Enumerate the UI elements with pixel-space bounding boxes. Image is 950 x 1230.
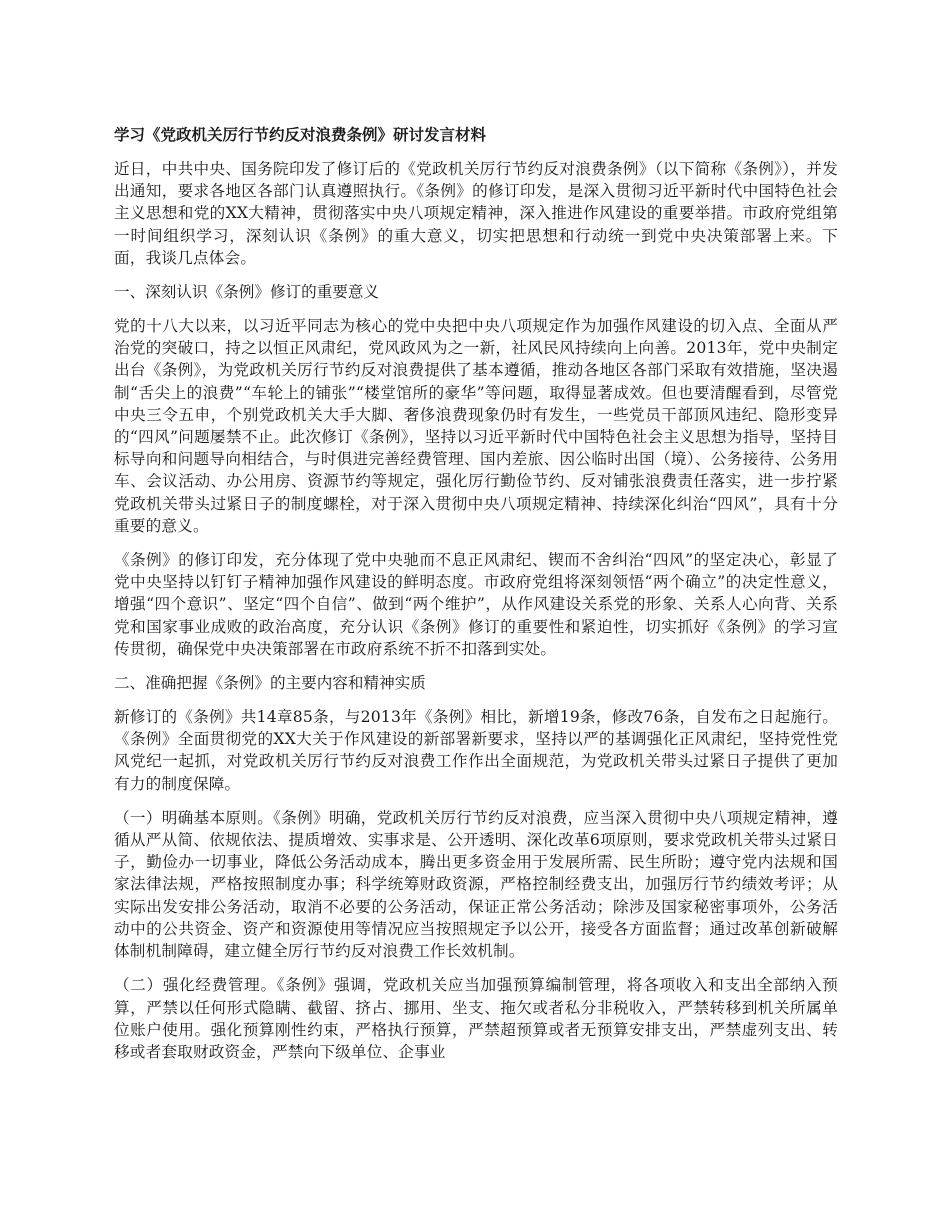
section-heading-1: 一、深刻认识《条例》修订的重要意义 [114,283,380,302]
document-title: 学习《党政机关厉行节约反对浪费条例》研讨发言材料 [114,126,487,144]
body-paragraph: （二）强化经费管理。《条例》强调，党政机关应当加强预算编制管理，将各项收入和支出全部纳入预算，严禁以任何形式隐瞒、截留、挤占、挪用、坐支、拖欠或者私分非税收入，严禁转移到机关所属单位账户使用。强化预算刚性约束，严格执行预算，严禁超预算或者无预算安排支出，严禁虚列支出、转移或者套取财政资金，严禁向下级单位、企事业 [114,976,838,1061]
body-paragraph: 党的十八大以来，以习近平同志为核心的党中央把中央八项规定作为加强作风建设的切入点、全面从严治党的突破口，持之以恒正风肃纪，党风政风为之一新，社风民风持续向上向善。2013年，党中央制定出台《条例》，为党政机关厉行节约反对浪费提供了基本遵循，推动各地区各部门采取有效措施，坚决遏制“舌尖上的浪费”“车轮上的铺张”“楼堂馆所的豪华”等问题，取得显著成效。但也要清醒看到，尽管党中央三令五申，个别党政机关大手大脚、奢侈浪费现象仍时有发生，一些党员干部顶风违纪、隐形变异的“四风”问题屡禁不止。此次修订《条例》，坚持以习近平新时代中国特色社会主义思想为指导，坚持目标导向和问题导向相结合，与时俱进完善经费管理、国内差旅、因公临时出国（境）、公务接待、公务用车、会议活动、办公用房、资源节约等规定，强化厉行勤俭节约、反对铺张浪费责任落实，进一步拧紧党政机关带头过紧日子的制度螺栓，对于深入贯彻中央八项规定精神、持续深化纠治“四风”，具有十分重要的意义。 [114,317,838,535]
document-page [114,124,838,1075]
body-paragraph: 《条例》的修订印发，充分体现了党中央驰而不息正风肃纪、锲而不舍纠治“四风”的坚定决心，彰显了党中央坚持以钉钉子精神加强作风建设的鲜明态度。市政府党组将深刻领悟“两个确立”的决定性意义，增强“四个意识”、坚定“四个自信”、做到“两个维护”，从作风建设关系党的形象、关系人心向背、关系党和国家事业成败的政治高度，充分认识《条例》修订的重要性和紧迫性，切实抓好《条例》的学习宣传贯彻，确保党中央决策部署在市政府系统不折不扣落到实处。 [114,551,838,658]
body-paragraph: 新修订的《条例》共14章85条，与2013年《条例》相比，新增19条，修改76条，自发布之日起施行。《条例》全面贯彻党的XX大关于作风建设的新部署新要求，坚持以严的基调强化正风肃纪，坚持党性党风党纪一起抓，对党政机关厉行节约反对浪费工作作出全面规范，为党政机关带头过紧日子提供了更加有力的制度保障。 [114,708,838,793]
intro-paragraph: 近日，中共中央、国务院印发了修订后的《党政机关厉行节约反对浪费条例》（以下简称《条例》），并发出通知，要求各地区各部门认真遵照执行。《条例》的修订印发，是深入贯彻习近平新时代中国特色社会主义思想和党的XX大精神，贯彻落实中央八项规定精神，深入推进作风建设的重要举措。市政府党组第一时间组织学习，深刻认识《条例》的重大意义，切实把思想和行动统一到党中央决策部署上来。下面，我谈几点体会。 [114,160,838,267]
section-heading-2: 二、准确把握《条例》的主要内容和精神实质 [114,674,426,693]
body-paragraph: （一）明确基本原则。《条例》明确，党政机关厉行节约反对浪费，应当深入贯彻中央八项规定精神，遵循从严从简、依规依法、提质增效、实事求是、公开透明、深化改革6项原则，要求党政机关带头过紧日子，勤俭办一切事业，降低公务活动成本，腾出更多资金用于发展所需、民生所盼；遵守党内法规和国家法律法规，严格按照制度办事；科学统筹财政资源，严格控制经费支出，加强厉行节约绩效考评；从实际出发安排公务活动，取消不必要的公务活动，保证正常公务活动；除涉及国家秘密事项外，公务活动中的公共资金、资产和资源使用等情况应当按照规定予以公开，接受各方面监督；通过改革创新破解体制机制障碍，建立健全厉行节约反对浪费工作长效机制。 [114,808,838,961]
